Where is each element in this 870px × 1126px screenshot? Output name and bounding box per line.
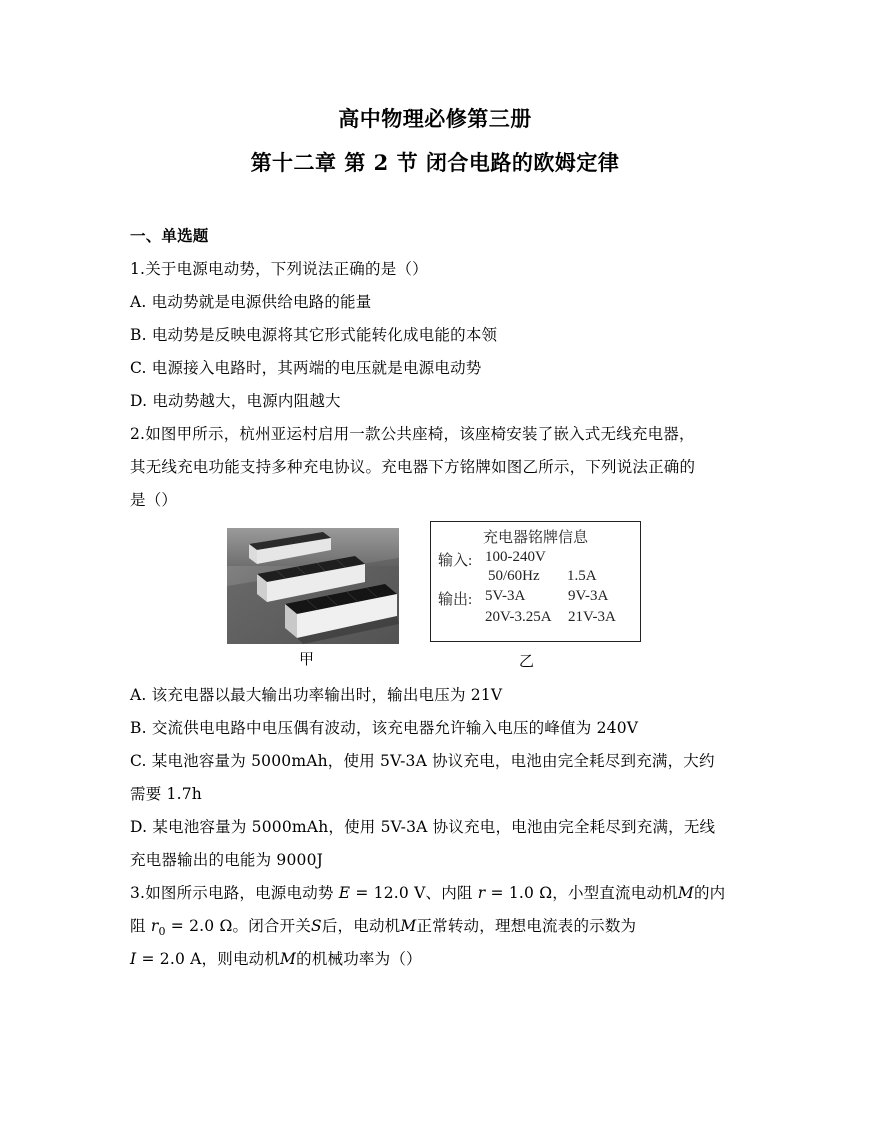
question-2-option-c-line-2: 需要 1.7h (130, 785, 202, 803)
chapter-subtitle: 第十二章 第 2 节 闭合电路的欧姆定律 (250, 150, 620, 175)
switch-symbol: S (311, 917, 322, 935)
question-1-option-c: C. 电源接入电路时，其两端的电压就是电源电动势 (130, 359, 482, 377)
internal-resistance-symbol: r (477, 884, 486, 902)
motor-symbol: M (280, 950, 297, 968)
question-1-option-b: B. 电动势是反映电源将其它形式能转化成电能的本领 (130, 326, 498, 344)
question-2-option-d-line-2: 充电器输出的电能为 9000J (130, 851, 324, 869)
q3-text: 的机械功率为（） (296, 950, 422, 968)
section-heading: 一、单选题 (130, 226, 209, 245)
question-2-stem-line-1: 2.如图甲所示，杭州亚运村启用一款公共座椅，该座椅安装了嵌入式无线充电器， (130, 425, 695, 443)
nameplate-output-9v: 9V-3A (568, 588, 609, 604)
question-2-option-a: A. 该充电器以最大输出功率输出时，输出电压为 21V (130, 686, 503, 704)
question-2-stem-line-2: 其无线充电功能支持多种充电协议。充电器下方铭牌如图乙所示，下列说法正确的 (130, 458, 696, 476)
nameplate-output-20v: 20V-3.25A (485, 609, 552, 625)
nameplate-input-frequency: 50/60Hz (488, 568, 540, 584)
subscript-zero: 0 (158, 925, 166, 939)
charger-nameplate (430, 521, 641, 642)
q3-text: 阻 (130, 917, 151, 935)
question-2-option-b: B. 交流供电电路中电压偶有波动，该充电器允许输入电压的峰值为 240V (130, 719, 639, 737)
question-2-option-c-line-1: C. 某电池容量为 5000mAh，使用 5V-3A 协议充电，电池由完全耗尽到充满，大约 (130, 752, 715, 770)
nameplate-title: 充电器铭牌信息 (482, 530, 588, 546)
caption-yi: 乙 (519, 654, 535, 670)
motor-symbol: M (400, 917, 417, 935)
question-3-stem-line-3 (130, 947, 422, 969)
q3-text: = 12.0 V、内阻 (350, 884, 478, 902)
question-3-stem-line-1 (130, 881, 725, 903)
motor-resistance-symbol: r (150, 917, 159, 935)
bench-photo (227, 528, 399, 644)
q3-text: 后，电动机 (321, 917, 401, 935)
q3-text: 3.如图所示电路，电源电动势 (130, 884, 339, 902)
q3-text: 正常转动，理想电流表的示数为 (416, 917, 637, 935)
nameplate-output-label: 输出: (438, 592, 473, 608)
question-2-option-d-line-1: D. 某电池容量为 5000mAh，使用 5V-3A 协议充电，电池由完全耗尽到充满，无线 (130, 818, 716, 836)
emf-symbol: E (338, 884, 351, 902)
question-2-stem-line-3: 是（） (130, 491, 178, 509)
nameplate-output-21v: 21V-3A (568, 609, 616, 625)
nameplate-input-voltage: 100-240V (485, 549, 546, 565)
nameplate-input-label: 输入: (438, 553, 473, 569)
caption-jia: 甲 (299, 652, 315, 668)
q3-text: = 1.0 Ω，小型直流电动机 (485, 884, 678, 902)
question-3-stem-line-2 (130, 914, 636, 938)
q3-text: = 2.0 Ω。闭合开关 (165, 917, 312, 935)
motor-symbol: M (677, 884, 694, 902)
question-1-option-a: A. 电动势就是电源供给电路的能量 (130, 293, 372, 311)
q3-text: = 2.0 A，则电动机 (136, 950, 281, 968)
page-title: 高中物理必修第三册 (338, 106, 532, 131)
current-symbol: I (130, 950, 137, 968)
q3-text: 的内 (693, 884, 726, 902)
nameplate-output-5v: 5V-3A (485, 588, 526, 604)
nameplate-input-current: 1.5A (567, 568, 597, 584)
question-1-option-d: D. 电动势越大，电源内阻越大 (130, 392, 341, 410)
question-1-stem: 1.关于电源电动势，下列说法正确的是（） (130, 260, 428, 278)
